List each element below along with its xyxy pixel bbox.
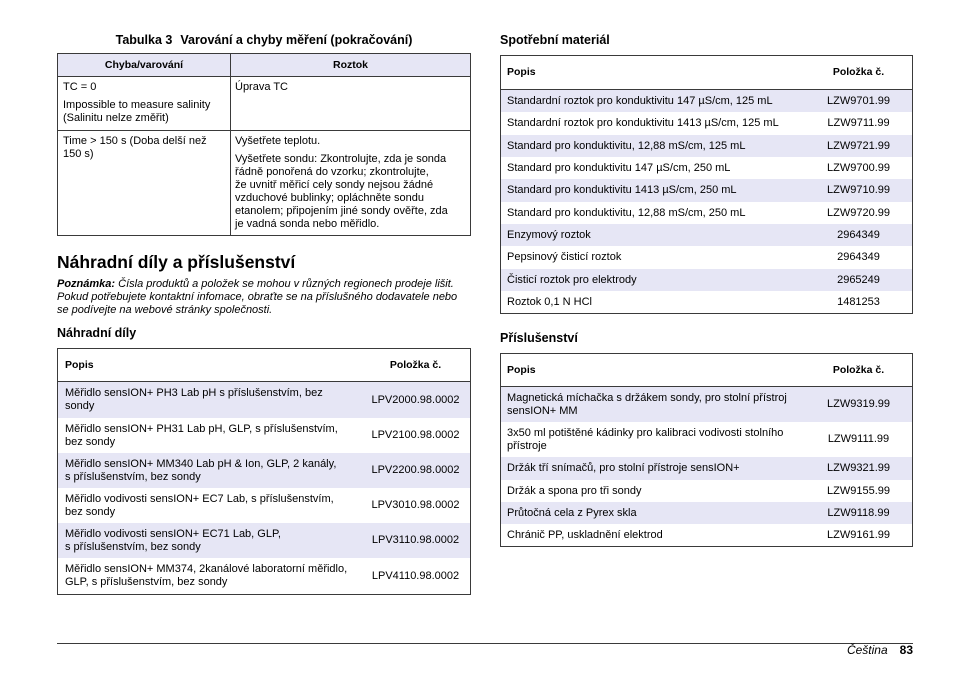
error-text: TC = 0 [63, 81, 97, 93]
item-description: Pepsinový čisticí roztok [507, 251, 622, 263]
item-number: LPV3110.98.0002 [371, 534, 460, 546]
note-label: Poznámka: [57, 278, 116, 290]
note [57, 278, 487, 317]
table-body [501, 387, 912, 546]
spare-parts-table [57, 348, 471, 595]
item-number: LZW9710.99 [827, 184, 890, 196]
table-row [501, 480, 912, 502]
table-row [501, 90, 912, 112]
accessories-table [500, 353, 913, 547]
table-header-row [501, 354, 912, 387]
item-description: Měřidlo vodivosti sensION+ EC7 Lab, s příslušenstvím, bez sondy [65, 492, 334, 518]
error-table-caption [57, 33, 471, 48]
consumables-heading: Spotřební materiál [500, 33, 610, 47]
table-header-row [501, 56, 912, 90]
item-description: Enzymový roztok [507, 228, 591, 241]
error-text: Time > 150 s (Doba delší než 150 s) [63, 135, 207, 160]
table-row [58, 131, 470, 235]
table-row [501, 157, 912, 179]
footer-divider [57, 643, 913, 644]
table-row [501, 179, 912, 202]
item-number: LPV3010.98.0002 [371, 499, 460, 511]
table-row [501, 422, 912, 457]
item-number: LZW9720.99 [827, 206, 890, 219]
item-description: Chránič PP, uskladnění elektrod [507, 528, 663, 541]
page-number: 83 [899, 643, 913, 657]
column-header-description: Popis [65, 358, 94, 371]
spare-parts-heading: Náhradní díly [57, 326, 137, 340]
table-row [501, 524, 912, 546]
table-header-row [58, 54, 470, 77]
table-row [58, 382, 470, 418]
item-description: Standard pro konduktivitu 1413 µS/cm, 250 mL [507, 184, 737, 196]
error-cell [58, 131, 230, 235]
table-row [501, 291, 912, 313]
footer-language: Čeština [846, 643, 888, 657]
table-row [501, 135, 912, 157]
table-row [501, 502, 912, 524]
table-row [501, 224, 912, 246]
item-number: LZW9721.99 [827, 139, 890, 152]
item-number: LPV2000.98.0002 [371, 393, 460, 406]
item-description: Standardní roztok pro konduktivitu 1413 µS/cm, 125 mL [507, 117, 779, 129]
table-row [501, 112, 912, 135]
item-number: LZW9701.99 [827, 94, 890, 107]
solution-cell [230, 131, 470, 235]
item-description: Měřidlo sensION+ PH3 Lab pH s příslušenstvím, bez sondy [65, 387, 323, 412]
item-number: 2964349 [837, 251, 880, 263]
item-number: 2964349 [837, 228, 880, 241]
table-row [501, 457, 912, 480]
item-number: LZW9319.99 [827, 398, 890, 410]
column-header-error: Chyba/varování [104, 58, 184, 71]
table-row [58, 77, 470, 131]
table-row [58, 453, 470, 488]
item-number: LZW9155.99 [827, 484, 890, 497]
item-number: 2965249 [837, 273, 880, 286]
solution-text: Vyšetřete sondu: Zkontrolujte, zda je sonda řádně ponořená do vzorku; zkontrolujte, že uvnitř měřicí cely sondy nejsou žádné vzduchové bublinky; opláchněte sondu etanolem; připojením jiné sondy ověřte, zda je vadná sonda nebo měřidlo. [235, 153, 448, 230]
accessories-heading: Příslušenství [500, 331, 578, 345]
item-number: LPV4110.98.0002 [371, 569, 460, 582]
page-footer [847, 644, 913, 657]
table-row [58, 418, 470, 453]
item-number: LZW9711.99 [827, 117, 890, 129]
table-row [501, 269, 912, 291]
solution-text: Úprava TC [235, 81, 288, 93]
error-table [57, 53, 471, 236]
solution-cell [230, 77, 470, 130]
solution-text: Vyšetřete teplotu. [235, 135, 321, 147]
item-description: Standard pro konduktivitu, 12,88 mS/cm, 125 mL [507, 139, 746, 152]
column-header-item-number: Položka č. [832, 363, 885, 376]
item-number: LZW9700.99 [827, 161, 890, 174]
table-row [58, 523, 470, 558]
item-description: Měřidlo sensION+ MM340 Lab pH & Ion, GLP, 2 kanály, s příslušenstvím, bez sondy [65, 457, 337, 483]
item-number: LPV2200.98.0002 [371, 464, 460, 476]
table-row [58, 488, 470, 523]
column-header-item-number: Položka č. [832, 66, 885, 78]
caption-label: Tabulka 3 [115, 33, 173, 47]
item-description: Standard pro konduktivitu, 12,88 mS/cm, 250 mL [507, 206, 746, 219]
item-description: Magnetická míchačka s držákem sondy, pro stolní přístroj sensION+ MM [507, 391, 787, 417]
item-description: Měřidlo sensION+ MM374, 2kanálové laboratorní měřidlo, GLP, s příslušenstvím, bez sondy [65, 563, 348, 588]
item-description: Standardní roztok pro konduktivitu 147 µS/cm, 125 mL [507, 94, 773, 107]
item-number: LPV2100.98.0002 [371, 429, 460, 441]
caption-title: Varování a chyby měření (pokračování) [180, 33, 413, 47]
item-description: Držák a spona pro tři sondy [507, 484, 642, 497]
item-number: LZW9161.99 [827, 528, 890, 541]
item-number: LZW9321.99 [827, 462, 890, 474]
item-description: 3x50 ml potištěné kádinky pro kalibraci vodivosti stolního přístroje [507, 426, 784, 452]
item-description: Roztok 0,1 N HCl [507, 295, 592, 308]
item-description: Standard pro konduktivitu 147 µS/cm, 250 mL [507, 161, 731, 174]
table-body [58, 382, 470, 594]
table-row [501, 202, 912, 224]
item-description: Čisticí roztok pro elektrody [507, 273, 637, 286]
item-number: LZW9118.99 [827, 506, 890, 519]
column-header-description: Popis [507, 66, 536, 78]
item-description: Měřidlo vodivosti sensION+ EC71 Lab, GLP, s příslušenstvím, bez sondy [65, 527, 281, 553]
table-header-row [58, 349, 470, 382]
item-number: LZW9111.99 [827, 433, 890, 445]
table-row [501, 246, 912, 269]
table-body [501, 90, 912, 313]
table-row [501, 387, 912, 422]
column-header-description: Popis [507, 363, 536, 376]
consumables-table [500, 55, 913, 314]
item-description: Průtočná cela z Pyrex skla [507, 506, 637, 519]
section-heading: Náhradní díly a příslušenství [57, 252, 296, 272]
column-header-item-number: Položka č. [389, 358, 442, 371]
note-text: Čísla produktů a položek se mohou v různých regionech prodeje lišit. Pokud potřebujete kontaktní infomace, obraťte se na příslušného dodavatele nebo se podívejte na webové stránky společnosti. [57, 278, 458, 316]
error-text: Impossible to measure salinity (Salinitu nelze změřit) [63, 99, 211, 124]
error-cell [58, 77, 230, 130]
column-header-solution: Roztok [230, 54, 470, 76]
item-description: Držák tří snímačů, pro stolní přístroje sensION+ [507, 462, 740, 474]
table-row [58, 558, 470, 594]
item-description: Měřidlo sensION+ PH31 Lab pH, GLP, s příslušenstvím, bez sondy [65, 422, 338, 448]
item-number: 1481253 [837, 295, 880, 308]
